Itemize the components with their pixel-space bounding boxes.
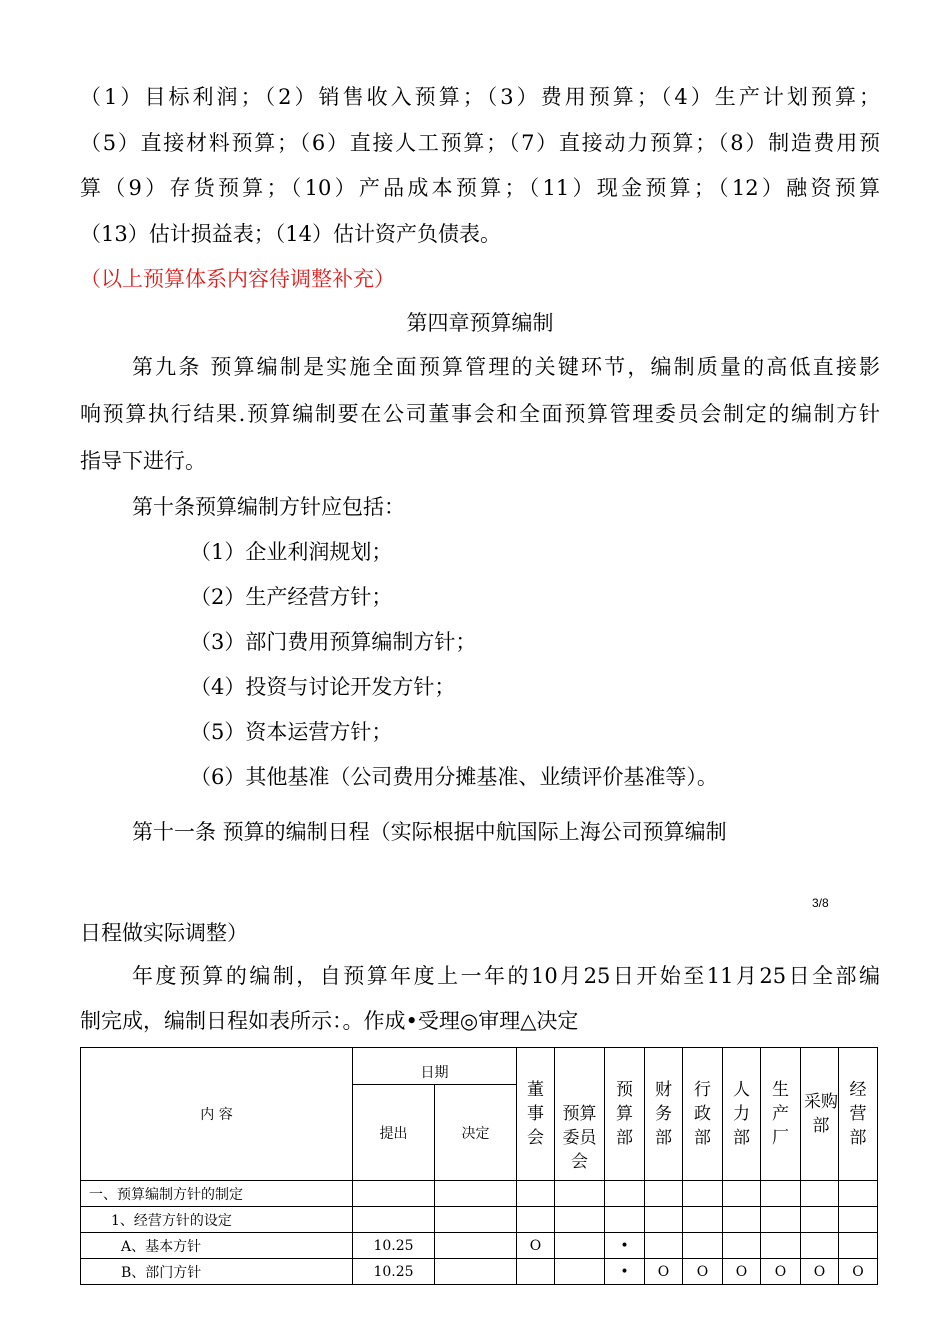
table-row [81,1207,878,1233]
row-mark [801,1207,839,1233]
header-dept-board [517,1048,555,1181]
article-10-item-1: （1）企业利润规划； [190,540,393,564]
row-decide [435,1181,517,1207]
table-row [81,1259,878,1285]
header-date: 日期 [353,1048,517,1085]
header-dept-hr [723,1048,761,1181]
row-label: 一、预算编制方针的制定 [81,1181,353,1207]
row-mark [761,1181,801,1207]
budget-list-line-3: 算（9）存货预算；（10）产品成本预算；（11）现金预算；（12）融资预算 [80,176,880,200]
dept-label: 人力部 [733,1080,750,1148]
row-mark [555,1181,605,1207]
row-mark [517,1181,555,1207]
schedule-table [80,1047,878,1285]
table-row [81,1181,878,1207]
row-mark [723,1233,761,1259]
article-10-item-5: （5）资本运营方针； [190,720,393,744]
row-submit [353,1181,435,1207]
row-submit: 10.25 [353,1233,435,1259]
row-mark [555,1207,605,1233]
row-mark: O [723,1259,761,1285]
row-mark [761,1207,801,1233]
budget-list-line-2: （5）直接材料预算；（6）直接人工预算；（7）直接动力预算；（8）制造费用预 [80,131,880,155]
row-mark: • [605,1259,645,1285]
header-dept-factory [761,1048,801,1181]
header-dept-purchasing [801,1048,839,1181]
row-mark [801,1181,839,1207]
schedule-paragraph-line-1: 年度预算的编制，自预算年度上一年的10月25日开始至11月25日全部编 [132,964,880,988]
row-mark [645,1233,683,1259]
row-mark [555,1259,605,1285]
article-11: 第十一条 预算的编制日程（实际根据中航国际上海公司预算编制 [132,820,727,844]
row-mark [555,1233,605,1259]
page-number: 3/8 [812,896,829,910]
header-dept-finance [645,1048,683,1181]
budget-list-line-4: （13）估计损益表；（14）估计资产负债表。 [80,222,501,246]
table-row [81,1233,878,1259]
article-10-item-4: （4）投资与讨论开发方针； [190,675,456,699]
row-mark: O [517,1233,555,1259]
budget-list-line-1: （1）目标利润；（2）销售收入预算；（3）费用预算；（4）生产计划预算； [80,85,880,109]
row-decide [435,1233,517,1259]
schedule-paragraph-line-2: 制完成，编制日程如表所示：。作成•受理◎审理△决定 [80,1009,579,1033]
header-dept-budget-committee [555,1048,605,1181]
row-submit [353,1207,435,1233]
row-mark [683,1233,723,1259]
row-mark [839,1181,878,1207]
row-label: 1、经营方针的设定 [81,1207,353,1233]
row-mark [605,1207,645,1233]
dept-label: 预算委员会 [562,1104,597,1172]
row-mark [839,1207,878,1233]
header-decide: 决定 [435,1085,517,1181]
row-submit: 10.25 [353,1259,435,1285]
row-label: B、部门方针 [81,1259,353,1285]
article-9-line-3: 指导下进行。 [80,449,206,473]
article-11-continued: 日程做实际调整） [80,921,248,945]
row-mark: O [801,1259,839,1285]
row-mark: O [683,1259,723,1285]
header-dept-admin [683,1048,723,1181]
row-mark [645,1181,683,1207]
row-mark [645,1207,683,1233]
article-9-line-2: 响预算执行结果.预算编制要在公司董事会和全面预算管理委员会制定的编制方针 [80,402,880,426]
header-dept-budget [605,1048,645,1181]
header-content: 内 容 [81,1048,353,1181]
row-mark [517,1207,555,1233]
row-mark [605,1181,645,1207]
dept-label: 董事会 [527,1080,544,1148]
dept-label: 预算部 [616,1080,633,1148]
dept-label: 经营部 [849,1080,867,1148]
article-10: 第十条预算编制方针应包括： [132,495,405,519]
row-decide [435,1259,517,1285]
row-mark [683,1181,723,1207]
row-decide [435,1207,517,1233]
header-submit: 提出 [353,1085,435,1181]
header-dept-operations [839,1048,878,1181]
article-10-item-2: （2）生产经营方针； [190,585,393,609]
row-mark: • [605,1233,645,1259]
row-mark: O [839,1259,878,1285]
article-10-item-6: （6）其他基准（公司费用分摊基准、业绩评价基准等）。 [190,765,718,789]
row-mark [839,1233,878,1259]
dept-label: 生产厂 [772,1080,789,1148]
dept-label: 财务部 [655,1080,672,1148]
chapter-title: 第四章预算编制 [406,311,554,335]
article-10-item-3: （3）部门费用预算编制方针； [190,630,477,654]
row-mark [683,1207,723,1233]
row-mark [801,1233,839,1259]
row-label: A、基本方针 [81,1233,353,1259]
red-note: （以上预算体系内容待调整补充） [80,267,395,291]
dept-label: 采购部 [804,1092,838,1136]
row-mark: O [645,1259,683,1285]
row-mark [723,1181,761,1207]
row-mark [723,1207,761,1233]
row-mark [517,1259,555,1285]
row-mark [761,1233,801,1259]
article-9-line-1: 第九条 预算编制是实施全面预算管理的关键环节，编制质量的高低直接影 [132,355,880,379]
dept-label: 行政部 [694,1080,711,1148]
row-mark: O [761,1259,801,1285]
